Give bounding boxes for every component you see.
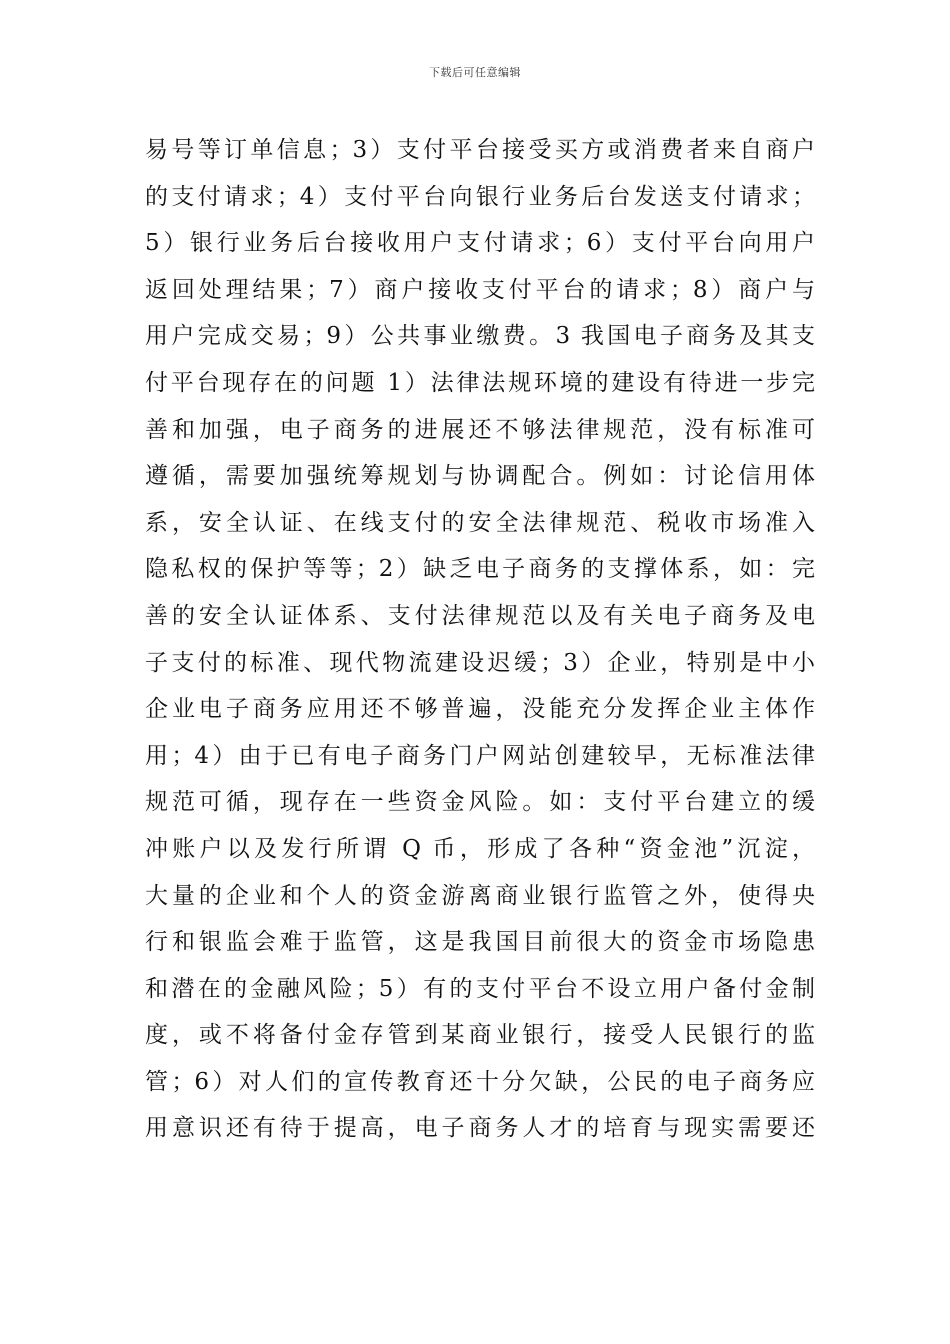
text-line: 子支付的标准、现代物流建设迟缓；3）企业，特别是中小 — [145, 649, 815, 676]
text-line: 冲账户以及发行所谓 Q 币，形成了各种“资金池”沉淀， — [145, 835, 815, 862]
text-line: 用；4）由于已有电子商务门户网站创建较早，无标准法律 — [145, 742, 815, 769]
text-line: 系，安全认证、在线支付的安全法律规范、税收市场准入 — [145, 509, 815, 536]
text-line: 管；6）对人们的宣传教育还十分欠缺，公民的电子商务应 — [145, 1068, 815, 1095]
page-header-note: 下载后可任意编辑 — [429, 66, 521, 79]
text-line: 规范可循，现存在一些资金风险。如：支付平台建立的缓 — [145, 789, 815, 816]
text-line: 和潜在的金融风险；5）有的支付平台不设立用户备付金制 — [145, 975, 815, 1002]
text-line: 5）银行业务后台接收用户支付请求；6）支付平台向用户 — [145, 230, 815, 257]
text-line: 善的安全认证体系、支付法律规范以及有关电子商务及电 — [145, 602, 815, 629]
text-line: 易号等订单信息；3）支付平台接受买方或消费者来自商户 — [145, 137, 815, 163]
text-line: 行和银监会难于监管，这是我国目前很大的资金市场隐患 — [145, 929, 815, 956]
text-line: 遵循，需要加强统筹规划与协调配合。例如：讨论信用体 — [145, 463, 815, 490]
text-line: 付平台现存在的问题 1）法律法规环境的建设有待进一步完 — [145, 369, 815, 396]
text-line: 用意识还有待于提高，电子商务人才的培育与现实需要还 — [145, 1115, 815, 1142]
text-line: 度，或不将备付金存管到某商业银行，接受人民银行的监 — [145, 1022, 815, 1049]
text-line: 返回处理结果；7）商户接收支付平台的请求；8）商户与 — [145, 276, 815, 303]
text-line: 企业电子商务应用还不够普遍，没能充分发挥企业主体作 — [145, 696, 815, 723]
text-line: 隐私权的保护等等；2）缺乏电子商务的支撑体系，如：完 — [145, 556, 815, 583]
text-line: 用户完成交易；9）公共事业缴费。3 我国电子商务及其支 — [145, 323, 815, 350]
text-line: 的支付请求；4）支付平台向银行业务后台发送支付请求； — [145, 183, 815, 210]
body-paragraph — [145, 127, 815, 1152]
text-line: 大量的企业和个人的资金游离商业银行监管之外，使得央 — [145, 882, 815, 909]
text-line: 善和加强，电子商务的进展还不够法律规范，没有标准可 — [145, 416, 815, 443]
